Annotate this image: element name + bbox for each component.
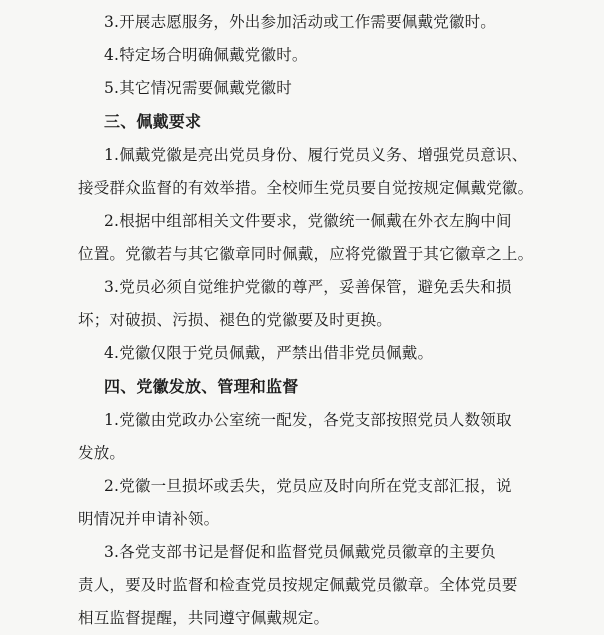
paragraph-line: 2.根据中组部相关文件要求，党徽统一佩戴在外衣左胸中间 [104,212,512,230]
list-item: 5.其它情况需要佩戴党徽时 [104,79,292,97]
paragraph-line: 坏；对破损、污损、褪色的党徽要及时更换。 [78,311,393,329]
paragraph-line: 接受群众监督的有效举措。全校师生党员要自觉按规定佩戴党徽。 [78,179,534,197]
paragraph-line: 明情况并申请补领。 [78,510,220,528]
list-item: 3.开展志愿服务，外出参加活动或工作需要佩戴党徽时。 [104,13,496,31]
paragraph-line: 1.佩戴党徽是亮出党员身份、履行党员义务、增强党员意识、 [104,146,528,164]
paragraph-line: 1.党徽由党政办公室统一配发，各党支部按照党员人数领取 [104,411,512,429]
list-item: 4.特定场合明确佩戴党徽时。 [104,46,308,64]
paragraph-line: 发放。 [78,444,126,462]
paragraph-line: 位置。党徽若与其它徽章同时佩戴，应将党徽置于其它徽章之上。 [78,245,534,263]
paragraph-line: 2.党徽一旦损坏或丢失，党员应及时向所在党支部汇报，说 [104,477,512,495]
paragraph-line: 3.党员必须自觉维护党徽的尊严，妥善保管，避免丢失和损 [104,278,512,296]
paragraph-line: 责人，要及时监督和检查党员按规定佩戴党员徽章。全体党员要 [78,576,518,594]
section-heading: 四、党徽发放、管理和监督 [104,377,299,396]
paragraph-line: 相互监督提醒，共同遵守佩戴规定。 [78,609,330,627]
paragraph-line: 4.党徽仅限于党员佩戴，严禁出借非党员佩戴。 [104,344,434,362]
section-heading: 三、佩戴要求 [104,112,202,131]
paragraph-line: 3.各党支部书记是督促和监督党员佩戴党员徽章的主要负 [104,543,496,561]
